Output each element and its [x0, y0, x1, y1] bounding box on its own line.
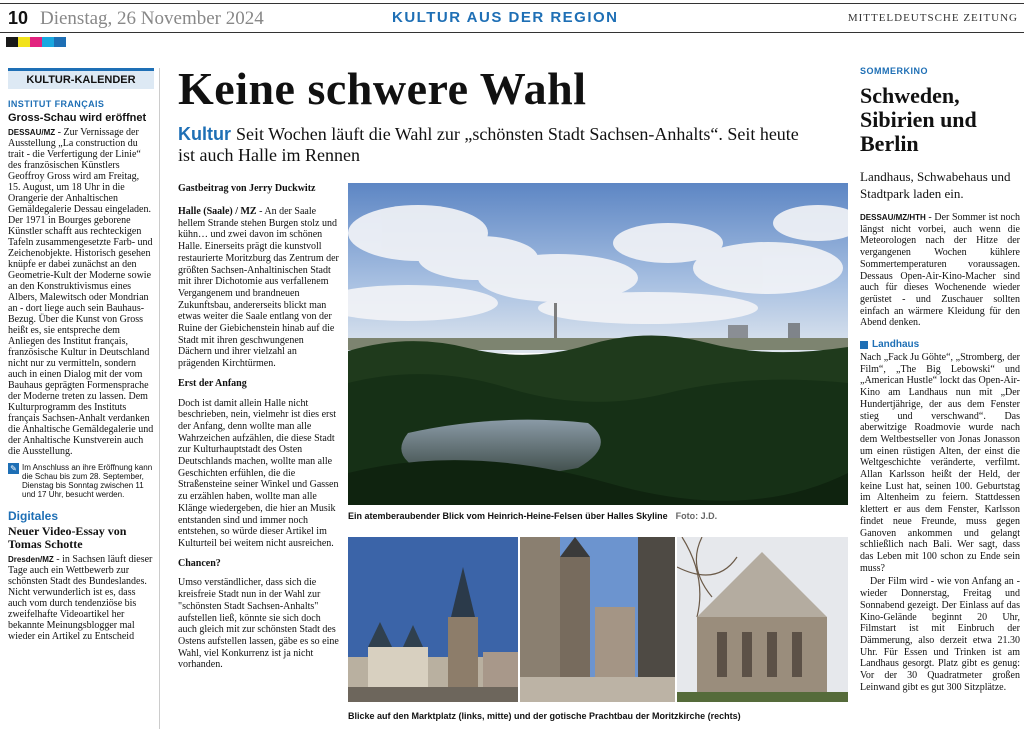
deck-landhaus: Landhaus, Schwabehaus und Stadtpark laden ein.: [860, 169, 1011, 201]
swatch-magenta: [30, 37, 42, 47]
swatch-cyan: [42, 37, 54, 47]
kicker-sommerkino: SOMMERKINO: [860, 66, 928, 76]
swatch-black: [6, 37, 18, 47]
film-schedule-text: Der Film wird - wie von Anfang an - wieder Donnerstag, Freitag und Sonnabend gezeigt. Der Einlass auf das Kino-Gelände beginnt 20 Uhr, Filmstart ist mit Einbruch der Dämmerung, also derzeit etwa 21.30 Uhr. Für Essen und Trinken ist am Landhaus gesorgt. Platz gibt es genug: Vor der 30 Quadratmeter großen Leinwand gibt es gut 300 Sitzplätze.: [860, 576, 1020, 693]
body-text-2: - in Sachsen läuft dieser Tage auch ein Wettbewerb zur schönsten Stadt des Bundeslandes. Nicht verwunderlich ist es, dass auch vom durch tendenziöse bis zweifelhafte Videoartikel her bekannte Meinungsblogger mal wieder ein Artikel zu Entscheid: [8, 554, 153, 642]
marketplace-photo-left: [348, 537, 518, 702]
body-text-sommerkino: - Der Sommer ist noch längst nicht vorbei, auch wenn die Meteorologen nach der Hitze der vergangenen Wochen kühlere Sommertemperaturen voraussagen. Dessaus Open-Air-Kino-Macher sind auch für dieses Wochenende wieder gerüstet - und Zuschauer sollten einfach an wärmere Kleidung für den Abend denken.: [860, 212, 1020, 329]
kicker-institut: INSTITUT FRANÇAIS: [8, 99, 105, 109]
pencil-icon: ✎: [8, 463, 19, 474]
main-dateline: Halle (Saale) / MZ: [178, 206, 257, 217]
body-text: - Zur Vernissage der Ausstellung „La construction du trait - die Verfertigung der Linie“ des französischen Künstlers Geoffroy Gross wird am Freitag, 15. August, um 18 Uhr in die Orangerie der Anhaltischen Gemäldegalerie Dessau eingeladen. Der 1971 in Bourges geborene Künstler schafft aus rechteckigen Tafeln zusammengesetzte Farb- und Zeichenobjekte. Historisch gesehen knüpfe er dabei zunächst an den Geometrie-Kult der Moderne sowie an den Konstruktivismus eines Albers, Malewitsch oder Mondrian an - dort liege auch sein Bauhaus-Bezug. Über die Kunst von Gross heißt es, sie entspreche dem Anliegen des Institut français, französische Kultur in Deutschland nicht nur zu vermitteln, sondern auch in einen Dialog mit der vom Bauhaus geprägten Formensprache der Moderne treten zu lassen. Dem Kulturprogramm des Instituts français Sachsen-Anhalt verdanken die Anhaltische Gemäldegalerie und der Anhaltische Kunstverein auch die Ausstellung.: [8, 127, 154, 457]
photo-credit: Foto: J.D.: [675, 511, 718, 521]
newspaper-name: MITTELDEUTSCHE ZEITUNG: [847, 12, 1018, 24]
issue-date: Dienstag, 26 November 2024: [40, 8, 264, 29]
dateline: DESSAU/MZ: [8, 128, 56, 137]
swatch-yellow: [18, 37, 30, 47]
kultur-kalender-box: KULTUR-KALENDER: [8, 68, 154, 89]
paragraph-3: Umso verständlicher, dass sich die kreisfreie Stadt nun in der Wahl zur "schönsten Stadt Sachsen-Anhalts" aufstellen ließ, könnte sie sich doch auch gleich mit zur schönsten Stadt des Ostens aufstellen lassen, gäbe es so eine Wahl, viel Konkurrenz ist ja nicht vorhanden.: [178, 577, 339, 671]
section-title: KULTUR AUS DER REGION: [392, 9, 619, 26]
dateline-dessau: DESSAU/MZ/HTH: [860, 213, 926, 222]
headline-schweden: Schweden, Sibirien und Berlin: [860, 83, 977, 156]
subhead-chancen: Chancen?: [178, 557, 221, 569]
subheadline: [178, 124, 818, 166]
subheadline-text: Seit Wochen läuft die Wahl zur „schönsten Stadt Sachsen-Anhalts“. Seit heute ist auch Halle im Rennen: [178, 124, 799, 165]
note-text: Im Anschluss an ihre Eröffnung kann die Schau bis zum 28. September, Dienstag bis Sonntag zwischen 11 und 17 Uhr, besucht werden.: [22, 463, 153, 499]
section-digitales: Digitales: [8, 509, 59, 523]
caption-1-text: Ein atemberaubender Blick vom Heinrich-Heine-Felsen über Halles Skyline: [348, 511, 668, 521]
main-article-body: [178, 206, 340, 726]
column-separator: [159, 68, 160, 729]
print-color-swatches: [6, 37, 66, 47]
moritzkirche-photo: [677, 537, 848, 702]
subhead-landhaus-text: Landhaus: [872, 339, 920, 351]
header-rule: [0, 32, 1024, 33]
sommerkino-column: [860, 66, 1020, 729]
marketplace-photos: [348, 537, 848, 702]
skyline-photo: [348, 183, 848, 505]
kultur-kalender-column: [8, 68, 160, 729]
byline: Gastbeitrag von Jerry Duckwitz: [178, 183, 316, 194]
subhead-erst: Erst der Anfang: [178, 377, 247, 389]
article-headline-video: Neuer Video-Essay von Tomas Schotte: [8, 524, 127, 551]
article-body-sommerkino: [860, 212, 1020, 329]
square-bullet-icon: [860, 341, 868, 349]
paragraph-2: Doch ist damit allein Halle nicht beschrieben, nein, vielmehr ist dies erst der Anfang, denn wollte man alle Wahrzeichen aufzählen, die diese Stadt zur Kulturhauptstadt des Osten Deutschlands machen, wollte man alle Geschichten erfühlen, die die Straßensteine seiner Winkel und Gassen zu erzählen haben, wollte man alle Klänge wiedergeben, die hier an Musik entstanden sind und immer noch entstehen, so würde dieser Artikel im Kulturteil bei weitem nicht ausreichen.: [178, 397, 339, 549]
marketplace-photo-middle: [520, 537, 675, 702]
article-body-gross: [8, 127, 154, 457]
paragraph-1: [178, 206, 340, 370]
landhaus-text: Nach „Fack Ju Göhte“, „Stromberg, der Film“, „The Big Lebowski“ und „American Hustle“ lockt das Open-Air-Kino am Landhaus nun mit „Der Hundertjährige, der aus dem Fenster stieg und verschwand“. Das aberwitzige Roadmovie wurde nach dem Weltbestseller von Jonas Jonasson um einen rüstigen Alten, der einst die Weltgeschichte veränderte, verfilmt. Allan Karlsson heißt der Held, der keine Lust hat, seinen 100. Geburtstag im Altenheim zu feiern. Stattdessen klettert er aus dem Fenster, Karlsson findet neue Freunde, muss gegen Ganoven ankommen und gelangt schließlich nach Bali. Wer sagt, dass das Leben mit 100 schon zu Ende sein muss?: [860, 352, 1020, 574]
swatch-blue: [54, 37, 66, 47]
paragraph-1-text: - An der Saale hellem Strande stehen Burgen stolz und kühn… und zwei davon im schönen Halle. Einerseits prägt die kunstvoll restaurierte Moritzburg das Zentrum der größten Sachsen-Anhaltinischen Stadt mit ihrer Dichotomie aus verfallenem Vergangenem und brandneuen Zukunftsbau, andererseits blickt man etwas weiter die Saale entlang von der Ruine der Giebichenstein hinab auf die Stadt mit ihren geschwungenen Dächern und ihrer vielzahl an prägenden Kirchtürmen.: [178, 206, 339, 370]
article-body-video: [8, 554, 154, 642]
page-number: 10: [8, 8, 29, 28]
subhead-landhaus: [860, 339, 1020, 350]
kicker-kultur: Kultur: [178, 124, 231, 144]
photo-caption-2: Blicke auf den Marktplatz (links, mitte) und der gotische Prachtbau der Moritzkirche (rechts): [348, 711, 741, 721]
info-note: [8, 463, 154, 499]
dateline-2: Dresden/MZ: [8, 555, 54, 564]
main-headline: Keine schwere Wahl: [178, 63, 587, 114]
photo-caption-1: [348, 511, 848, 521]
article-headline-gross: Gross-Schau wird eröffnet: [8, 112, 147, 124]
top-rule: [0, 3, 1024, 4]
